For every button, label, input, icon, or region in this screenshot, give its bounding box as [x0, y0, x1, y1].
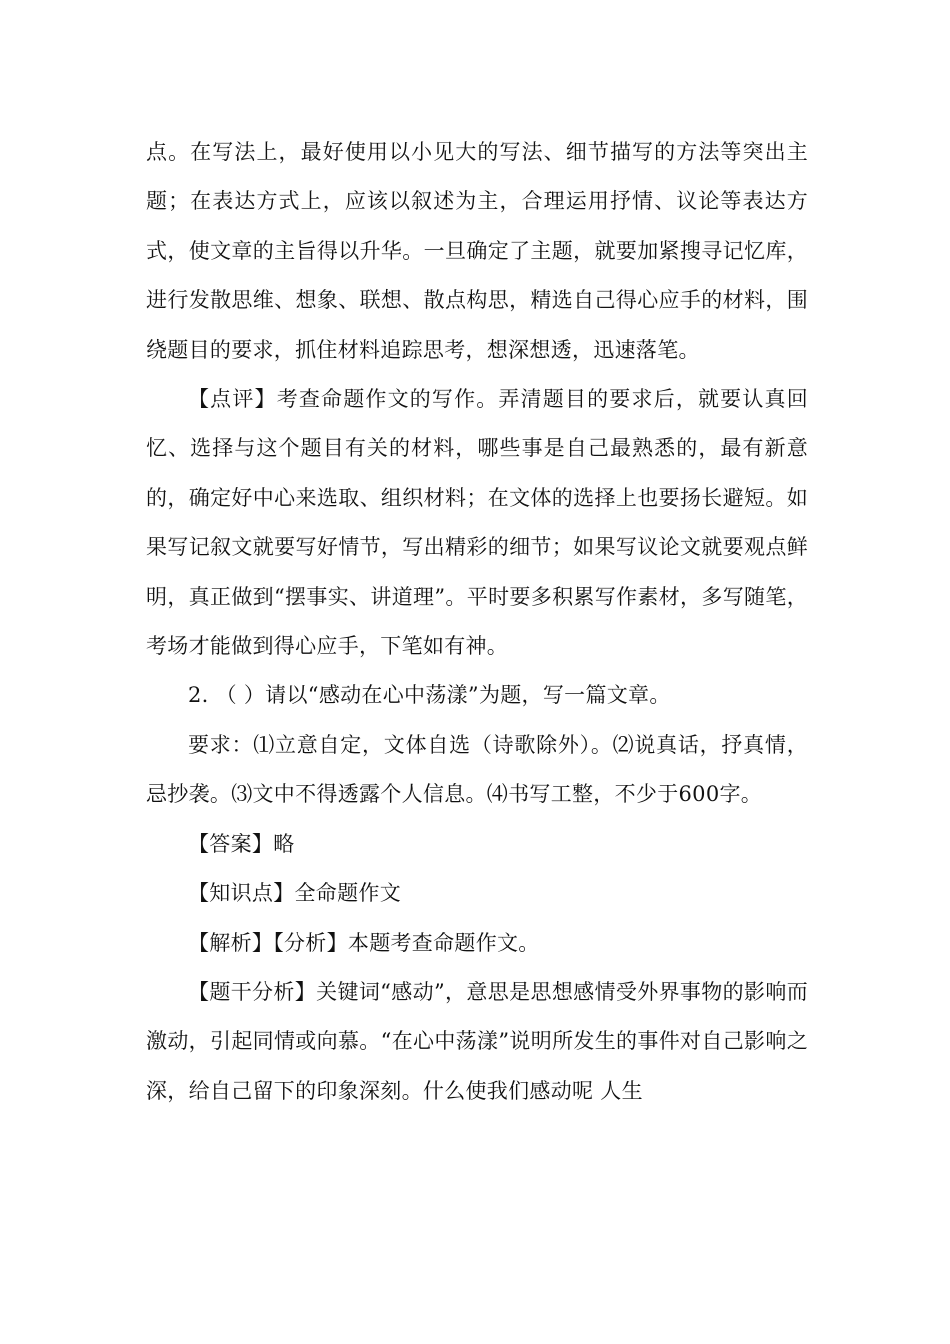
question-stem-analysis: 【题干分析】关键词“感动”，意思是思想感情受外界事物的影响而激动，引起同情或向慕。“在心中荡漾”说明所发生的事件对自己影响之深，给自己留下的印象深刻。什么使我们感动呢 人生	[146, 979, 808, 1103]
document-body	[146, 128, 808, 1116]
knowledge-point: 【知识点】全命题作文	[188, 881, 401, 906]
question-2: 2. （ ）请以“感动在心中荡漾”为题，写一篇文章。	[188, 683, 671, 708]
paragraph-writing-method: 点。在写法上，最好使用以小见大的写法、细节描写的方法等突出主题；在表达方式上，应该以叙述为主，合理运用抒情、议论等表达方式，使文章的主旨得以升华。一旦确定了主题，就要加紧搜寻记忆库，进行发散思维、想象、联想、散点构思，精选自己得心应手的材料，围绕题目的要求，抓住材料追踪思考，想深想透，迅速落笔。	[146, 140, 808, 362]
paragraph-comment: 【点评】考查命题作文的写作。弄清题目的要求后，就要认真回忆、选择与这个题目有关的材料，哪些事是自己最熟悉的，最有新意的，确定好中心来选取、组织材料；在文体的选择上也要扬长避短。如果写记叙文就要写好情节，写出精彩的细节；如果写议论文就要观点鲜明，真正做到“摆事实、讲道理”。平时要多积累写作素材，多写随笔，考场才能做到得心应手，下笔如有神。	[146, 387, 808, 659]
analysis-heading: 【解析】【分析】本题考查命题作文。	[188, 930, 540, 955]
answer-label: 【答案】略	[188, 831, 295, 856]
question-requirements: 要求：⑴立意自定，文体自选（诗歌除外）。⑵说真话，抒真情，忌抄袭。⑶文中不得透露个人信息。⑷书写工整，不少于600字。	[146, 732, 808, 807]
